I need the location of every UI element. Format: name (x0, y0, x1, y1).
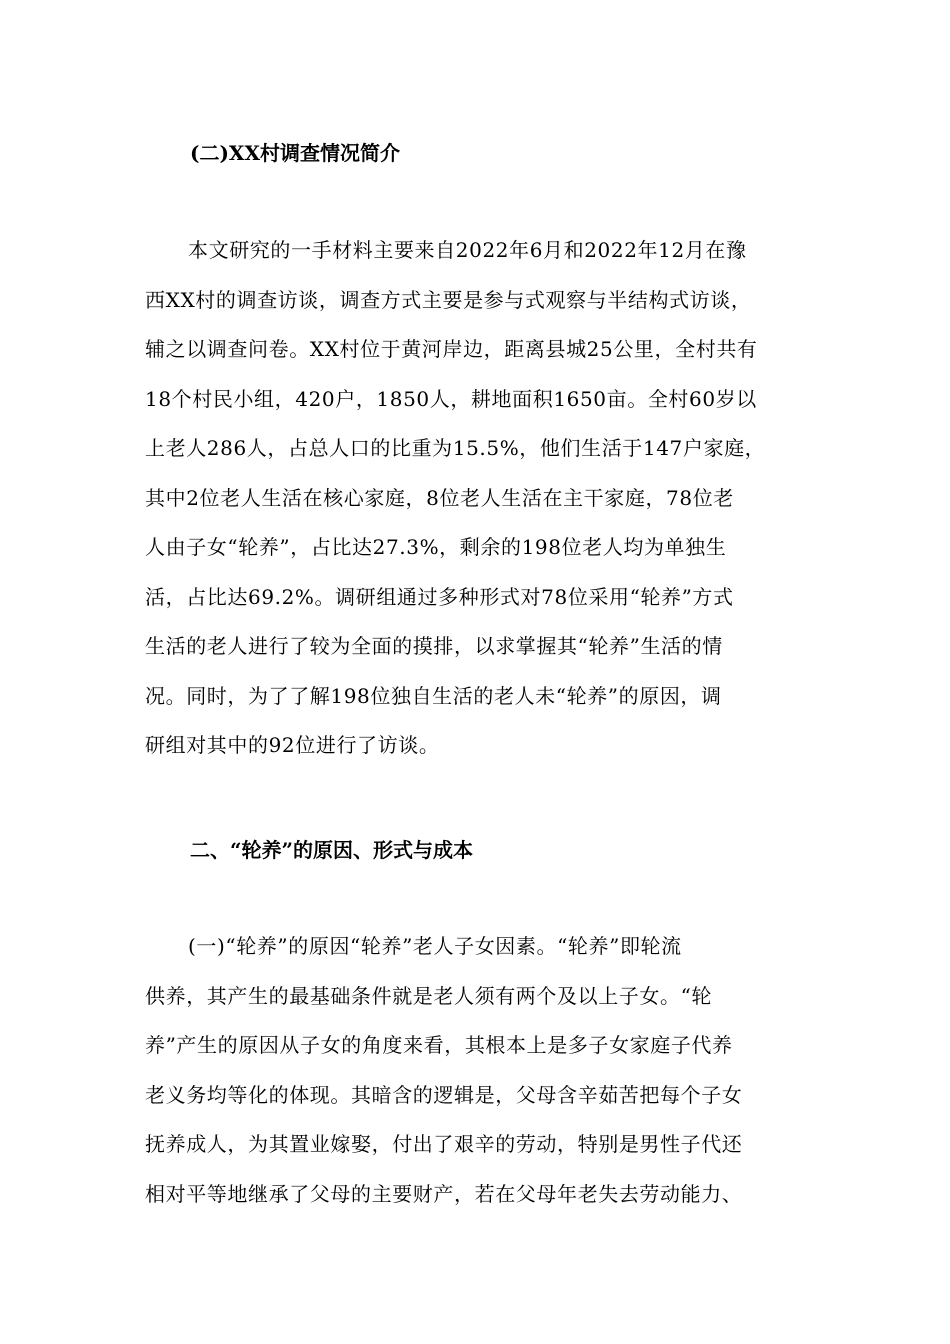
paragraph-survey-intro (145, 226, 813, 771)
paragraph-line: 其中2位老人生活在核心家庭，8位老人生活在主干家庭，78位老 (145, 485, 734, 510)
paragraph-line: 西XX村的调查访谈，调查方式主要是参与式观察与半结构式访谈， (145, 287, 752, 312)
section-heading-rotation-care: 二、“轮养”的原因、形式与成本 (190, 838, 474, 862)
paragraph-line: 人由子女“轮养”，占比达27.3%，剩余的198位老人均为单独生 (145, 535, 727, 559)
paragraph-line: (一)“轮养”的原因“轮养”老人子女因素。“轮养”即轮流 (188, 934, 682, 958)
paragraph-line: 活，占比达69.2%。调研组通过多种形式对78位采用“轮养”方式 (145, 584, 734, 609)
paragraph-line: 抚养成人，为其置业嫁娶，付出了艰辛的劳动，特别是男性子代还 (145, 1132, 743, 1156)
paragraph-line: 供养，其产生的最基础条件就是老人须有两个及以上子女。“轮 (145, 983, 713, 1008)
paragraph-line: 研组对其中的92位进行了访谈。 (145, 733, 440, 757)
paragraph-line: 相对平等地继承了父母的主要财产，若在父母年老失去劳动能力、 (145, 1181, 743, 1206)
paragraph-line: 上老人286人，占总人口的比重为15.5%，他们生活于147户家庭， (145, 436, 766, 460)
paragraph-line: 18个村民小组，420户，1850人，耕地面积1650亩。全村60岁以 (145, 386, 757, 411)
paragraph-line: 生活的老人进行了较为全面的摸排，以求掌握其“轮养”生活的情 (145, 634, 723, 658)
paragraph-rotation-care-causes (145, 922, 813, 1219)
paragraph-line: 老义务均等化的体现。其暗含的逻辑是，父母含辛茹苦把每个子女 (145, 1082, 743, 1107)
paragraph-line: 况。同时，为了了解198位独自生活的老人未“轮养”的原因，调 (145, 683, 722, 708)
paragraph-line: 养”产生的原因从子女的角度来看，其根本上是多子女家庭子代养 (145, 1033, 733, 1057)
paragraph-line: 辅之以调查问卷。XX村位于黄河岸边，距离县城25公里，全村共有 (145, 337, 758, 361)
paragraph-line: 本文研究的一手材料主要来自2022年6月和2022年12月在豫 (188, 238, 747, 262)
section-heading-survey-intro: (二)XX村调查情况简介 (190, 141, 400, 165)
